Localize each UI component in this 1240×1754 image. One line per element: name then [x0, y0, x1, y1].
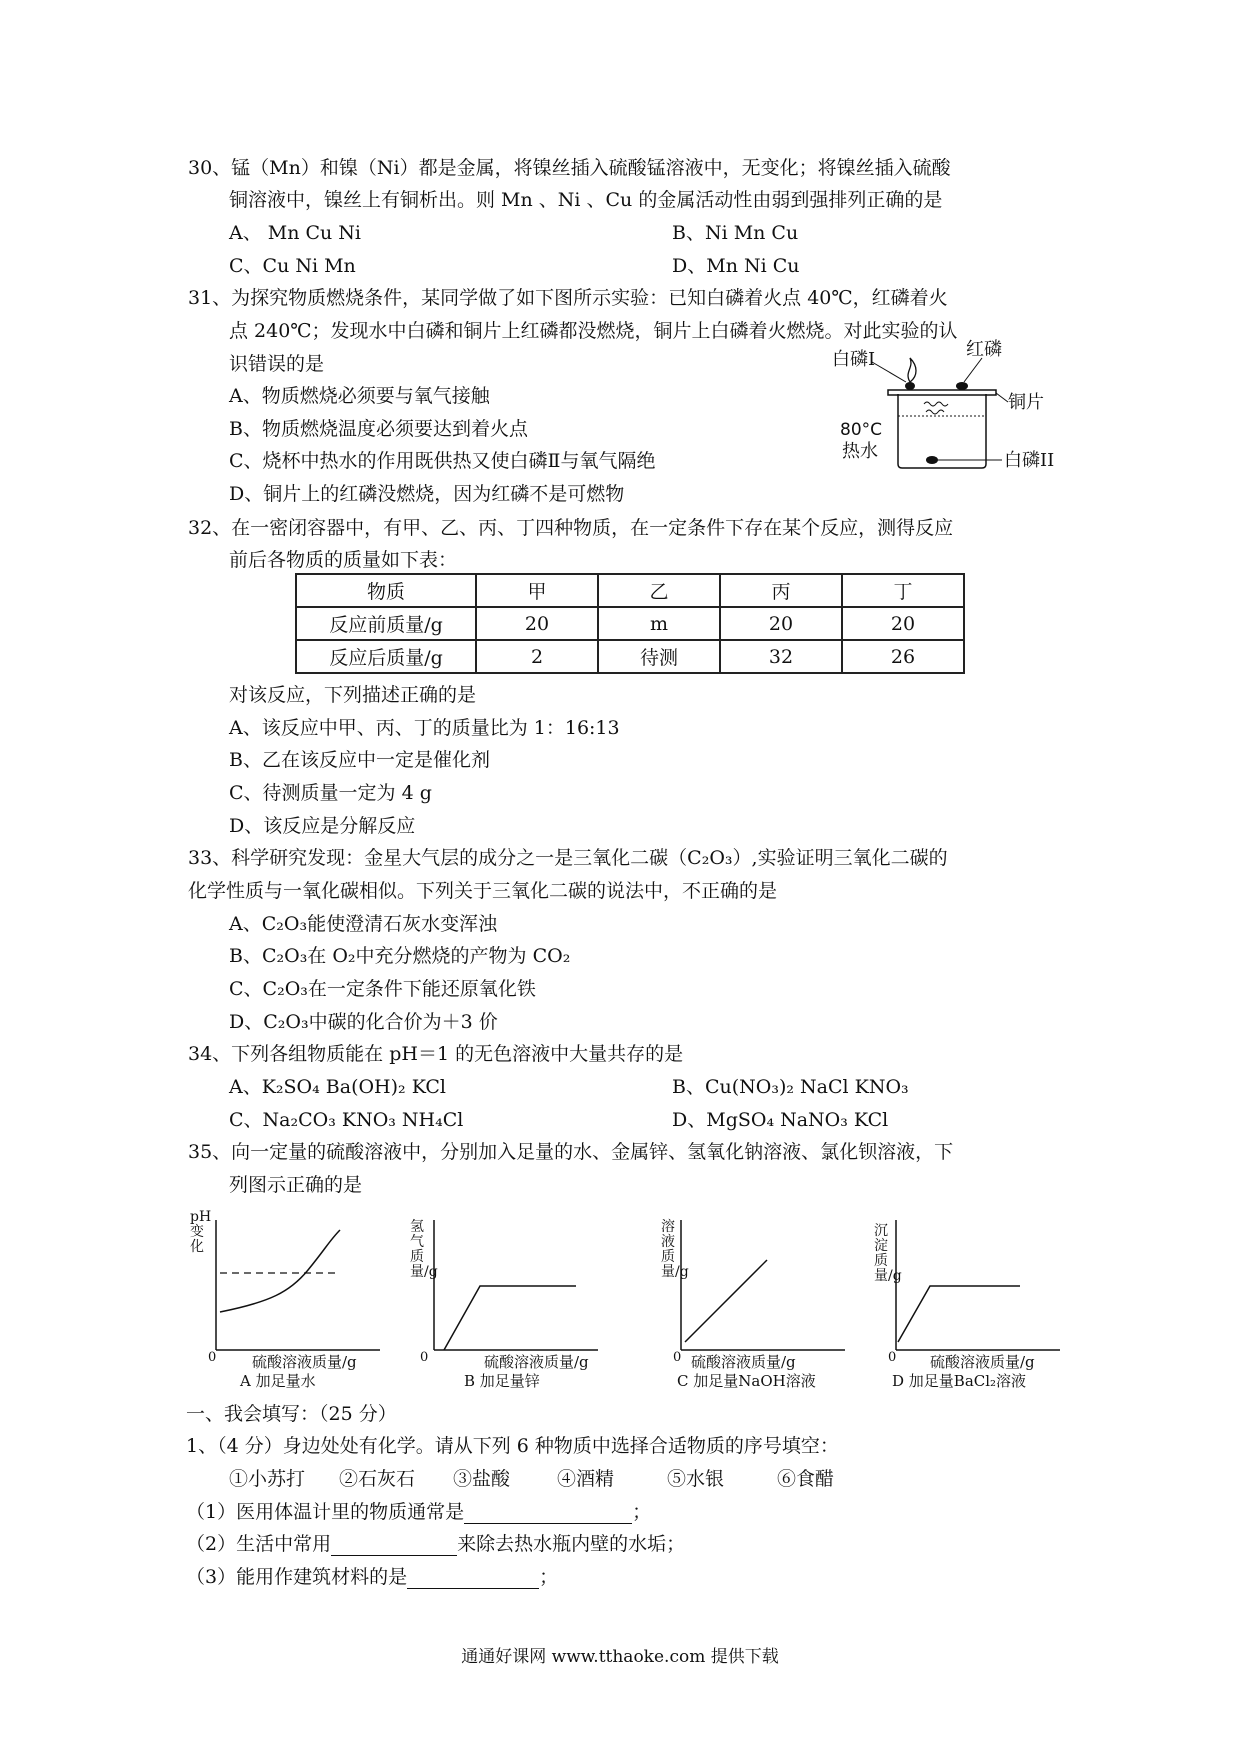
q32-option-c: C、待测质量一定为 4 g [229, 782, 432, 804]
table-row [296, 640, 964, 673]
q30-line1: 30、锰（Mn）和镍（Ni）都是金属，将镍丝插入硫酸锰溶液中，无变化；将镍丝插入硫酸 [188, 157, 951, 179]
table-cell: m [598, 607, 720, 640]
q34-option-d: D、MgSO₄ NaNO₃ KCl [672, 1109, 889, 1131]
label-white-phosphorus-2: 白磷II [1004, 450, 1055, 471]
sub3-tail: ； [539, 1566, 559, 1588]
table-row [296, 607, 964, 640]
label-white-phosphorus-1: 白磷Ⅰ [832, 349, 876, 370]
graph-d-caption: D 加足量BaCl₂溶液 [892, 1372, 1027, 1390]
q34-line1: 34、下列各组物质能在 pH＝1 的无色溶液中大量共存的是 [188, 1043, 684, 1065]
q31-line2: 点 240℃；发现水中白磷和铜片上红磷都没燃烧，铜片上白磷着火燃烧。对此实验的认 [229, 320, 958, 342]
q31-option-c: C、烧杯中热水的作用既供热又使白磷Ⅱ与氧气隔绝 [229, 450, 656, 472]
q30-option-c: C、Cu Ni Mn [229, 255, 356, 277]
q32-option-b: B、乙在该反应中一定是催化剂 [229, 749, 490, 771]
table-cell: 反应前质量/g [296, 607, 476, 640]
q1-choices [229, 1467, 834, 1491]
white-phosphorus-1-icon [905, 382, 915, 390]
mass-table [295, 573, 965, 674]
q33-line2: 化学性质与一氧化碳相似。下列关于三氧化二碳的说法中，不正确的是 [188, 880, 778, 902]
choice-item: ④酒精 [557, 1468, 615, 1490]
q32-option-d: D、该反应是分解反应 [229, 815, 416, 837]
sub2-text: （2）生活中常用 [186, 1533, 332, 1555]
sub1-tail: ； [632, 1501, 652, 1523]
sub3-text: （3）能用作建筑材料的是 [186, 1566, 408, 1588]
sub1-blank[interactable] [464, 1503, 632, 1524]
q1-sub1 [186, 1500, 651, 1524]
choice-item: ③盐酸 [453, 1468, 511, 1490]
q1-line1: 1、（4 分）身边处处有化学。请从下列 6 种物质中选择合适物质的序号填空： [186, 1435, 839, 1457]
q30-option-b: B、Ni Mn Cu [672, 222, 799, 244]
flame-icon [908, 358, 916, 382]
q35-line1: 35、向一定量的硫酸溶液中，分别加入足量的水、金属锌、氢氧化钠溶液、氯化钡溶液，下 [188, 1141, 954, 1163]
q31-line1: 31、为探究物质燃烧条件，某同学做了如下图所示实验：已知白磷着火点 40℃，红磷着火 [188, 287, 948, 309]
table-cell: 物质 [296, 574, 476, 607]
graph-c-line [685, 1260, 767, 1342]
choice-item: ②石灰石 [339, 1468, 416, 1490]
choice-item: ⑥食醋 [777, 1468, 835, 1490]
table-cell: 反应后质量/g [296, 640, 476, 673]
q33-line1: 33、科学研究发现：金星大气层的成分之一是三氧化二碳（C₂O₃）,实验证明三氧化二碳的 [188, 847, 948, 869]
table-cell: 20 [720, 607, 842, 640]
graph-b [408, 1210, 608, 1390]
beaker-icon [898, 394, 986, 468]
q30-line2: 铜溶液中，镍丝上有铜析出。则 Mn 、Ni 、Cu 的金属活动性由弱到强排列正确的是 [229, 189, 943, 211]
sub2-tail: 来除去热水瓶内壁的水垢； [457, 1533, 686, 1555]
table-cell: 丁 [842, 574, 964, 607]
table-cell: 2 [476, 640, 598, 673]
sub1-text: （1）医用体温计里的物质通常是 [186, 1501, 465, 1523]
graph-b-ylabel: 氢气质量/g [410, 1219, 438, 1280]
graph-a-origin: 0 [208, 1350, 217, 1365]
label-copper-plate: 铜片 [1008, 392, 1044, 413]
q32-line1: 32、在一密闭容器中，有甲、乙、丙、丁四种物质，在一定条件下存在某个反应，测得反应 [188, 517, 954, 539]
label-temperature: 80°C [840, 420, 883, 440]
table-cell: 26 [842, 640, 964, 673]
graph-d-origin: 0 [888, 1350, 897, 1365]
sub2-blank[interactable] [331, 1535, 457, 1556]
graph-c-xlabel: 硫酸溶液质量/g [691, 1353, 796, 1371]
graph-d-line [898, 1286, 1020, 1342]
table-cell: 甲 [476, 574, 598, 607]
choice-item: ①小苏打 [229, 1468, 306, 1490]
graph-b-line [444, 1286, 576, 1350]
graph-d-ylabel: 沉淀质量/g [874, 1223, 902, 1284]
graph-c [655, 1210, 855, 1390]
table-cell: 丙 [720, 574, 842, 607]
q33-option-c: C、C₂O₃在一定条件下能还原氧化铁 [229, 978, 536, 1000]
q34-option-c: C、Na₂CO₃ KNO₃ NH₄Cl [229, 1109, 464, 1131]
graph-a-ylabel: pH变化 [190, 1209, 212, 1255]
graph-b-origin: 0 [420, 1350, 429, 1365]
label-red-phosphorus: 红磷 [966, 339, 1002, 360]
q30-option-d: D、Mn Ni Cu [672, 255, 800, 277]
sub3-blank[interactable] [407, 1568, 539, 1589]
graph-d [870, 1210, 1070, 1390]
q32-line2: 前后各物质的质量如下表： [229, 549, 458, 571]
q33-option-a: A、C₂O₃能使澄清石灰水变浑浊 [229, 913, 498, 935]
q34-option-a: A、K₂SO₄ Ba(OH)₂ KCl [229, 1076, 446, 1098]
graph-c-origin: 0 [673, 1350, 682, 1365]
graph-a-caption: A 加足量水 [240, 1372, 316, 1390]
q31-option-a: A、物质燃烧必须要与氧气接触 [229, 385, 490, 407]
graph-b-xlabel: 硫酸溶液质量/g [484, 1353, 589, 1371]
graph-c-caption: C 加足量NaOH溶液 [677, 1372, 816, 1390]
q31-option-d: D、铜片上的红磷没燃烧，因为红磷不是可燃物 [229, 483, 625, 505]
section-title: 一、我会填写：（25 分） [186, 1403, 397, 1425]
q35-line2: 列图示正确的是 [229, 1174, 363, 1196]
q33-option-d: D、C₂O₃中碳的化合价为＋3 价 [229, 1011, 498, 1033]
graph-c-ylabel: 溶液质量/g [661, 1219, 689, 1280]
q31-option-b: B、物质燃烧温度必须要达到着火点 [229, 418, 528, 440]
red-phosphorus-icon [956, 382, 968, 390]
q33-option-b: B、C₂O₃在 O₂中充分燃烧的产物为 CO₂ [229, 945, 571, 967]
copper-plate [888, 390, 996, 395]
table-cell: 待测 [598, 640, 720, 673]
graph-a-xlabel: 硫酸溶液质量/g [252, 1353, 357, 1371]
q31-line3: 识错误的是 [229, 353, 325, 375]
graph-d-xlabel: 硫酸溶液质量/g [930, 1353, 1035, 1371]
choice-item: ⑤水银 [667, 1468, 725, 1490]
q30-option-a: A、 Mn Cu Ni [229, 222, 362, 244]
table-cell: 20 [476, 607, 598, 640]
table-cell: 乙 [598, 574, 720, 607]
table-header-row [296, 574, 964, 607]
q34-option-b: B、Cu(NO₃)₂ NaCl KNO₃ [672, 1076, 909, 1098]
graph-a-curve [220, 1230, 340, 1312]
table-cell: 20 [842, 607, 964, 640]
q1-sub3 [186, 1565, 558, 1589]
q32-stem: 对该反应，下列描述正确的是 [229, 684, 477, 706]
q32-option-a: A、该反应中甲、丙、丁的质量比为 1：16:13 [229, 717, 620, 739]
white-phosphorus-2-icon [926, 456, 938, 464]
table-cell: 32 [720, 640, 842, 673]
page-footer: 通通好课网 www.tthaoke.com 提供下载 [461, 1647, 779, 1667]
graph-b-caption: B 加足量锌 [464, 1372, 540, 1390]
q1-sub2 [186, 1532, 685, 1556]
combustion-experiment-figure [832, 339, 1062, 471]
graph-a [190, 1210, 390, 1390]
label-hot-water: 热水 [842, 441, 878, 462]
